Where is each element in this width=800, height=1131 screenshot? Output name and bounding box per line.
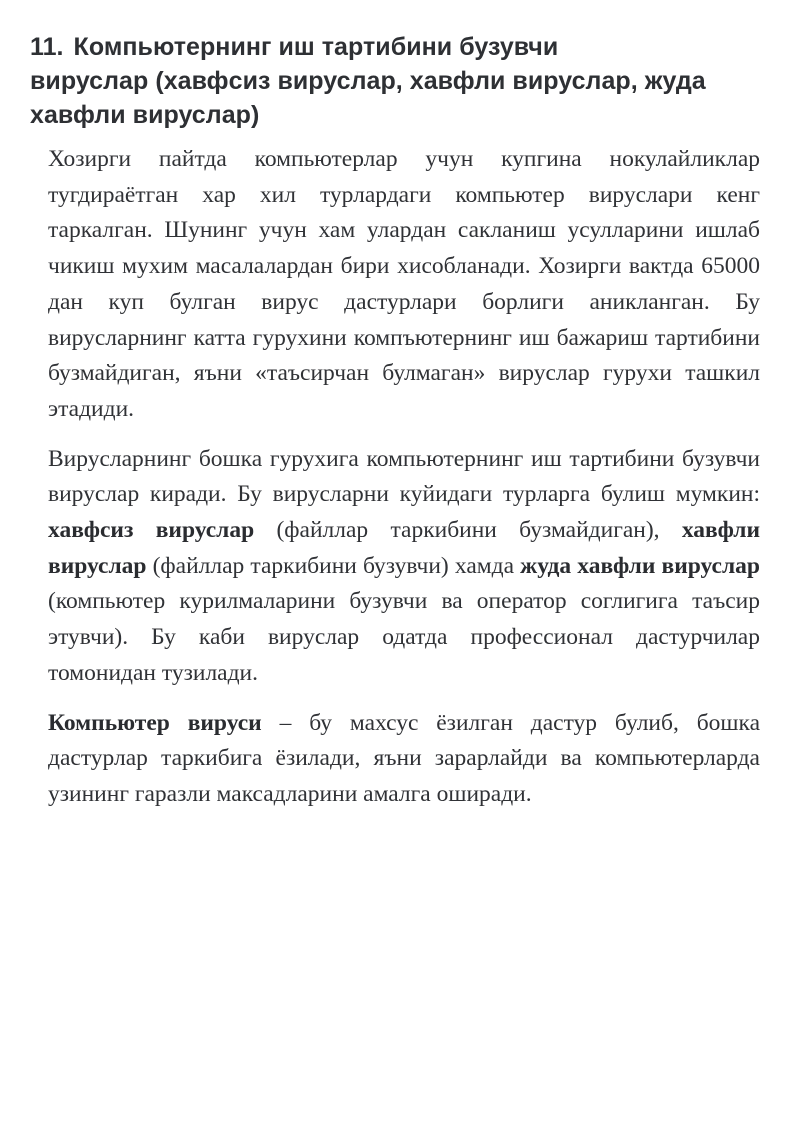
paragraph-3 xyxy=(48,706,760,813)
paragraph-2 xyxy=(48,442,760,692)
paragraph-2-desc-3: (компьютер курилмаларини бузувчи ва оператор соглигига таъсир этувчи). Бу каби вируслар одатда профессионал дастурчилар томонидан тузилади. xyxy=(48,588,760,686)
paragraph-1-text: Хозирги пайтда компьютерлар учун купгина нокулайликлар тугдираётган хар хил турлардаги компьютер вируслари кенг таркалган. Шунинг учун хам улардан сакланиш усулларини ишлаб чикиш мухим масалалардан бири хисобланади. Хозирги вактда 65000 дан куп булган вирус дастурлари борлиги аникланган. Бу вирусларнинг катта гурухини компъютернинг иш бажариш тартибини бузмайдиган, яъни «таъсирчан булмаган» вируслар гурухи ташкил этадиди. xyxy=(48,146,760,422)
section-number: 11. xyxy=(30,33,64,61)
paragraph-3-text: – бу махсус ёзилган дастур булиб, бошка дастурлар таркибига ёзилади, яъни зарарлайди ва компьютерларда узининг гаразли максадларини амалга оширади. xyxy=(48,709,760,807)
paragraph-2-intro: Вирусларнинг бошка гурухига компьютернинг иш тартибини бузувчи вируслар киради. Бу вирусларни куйидаги турларга булиш мумкин: xyxy=(48,445,760,508)
term-very-dangerous-viruses: жуда хавфли вируслар xyxy=(520,552,760,579)
term-dangerous-viruses: хавфли вируслар xyxy=(48,517,760,579)
body-text xyxy=(48,142,760,813)
paragraph-1 xyxy=(48,142,760,428)
heading-line-1: Компьютернинг иш тартибини бузувчи xyxy=(73,33,559,61)
term-safe-viruses: хавфсиз вируслар xyxy=(48,517,255,544)
term-computer-virus: Компьютер вируси xyxy=(48,709,262,736)
paragraph-2-desc-1: (файллар таркибини бузмайдиган), xyxy=(254,517,682,544)
paragraph-2-desc-2: (файллар таркибини бузувчи) хамда xyxy=(146,552,521,579)
heading-line-2: вируслар (хавфсиз вируслар, хавфли вируслар, жуда xyxy=(30,67,706,95)
heading-line-3: хавфли вируслар) xyxy=(30,101,260,129)
section-heading xyxy=(30,30,760,132)
